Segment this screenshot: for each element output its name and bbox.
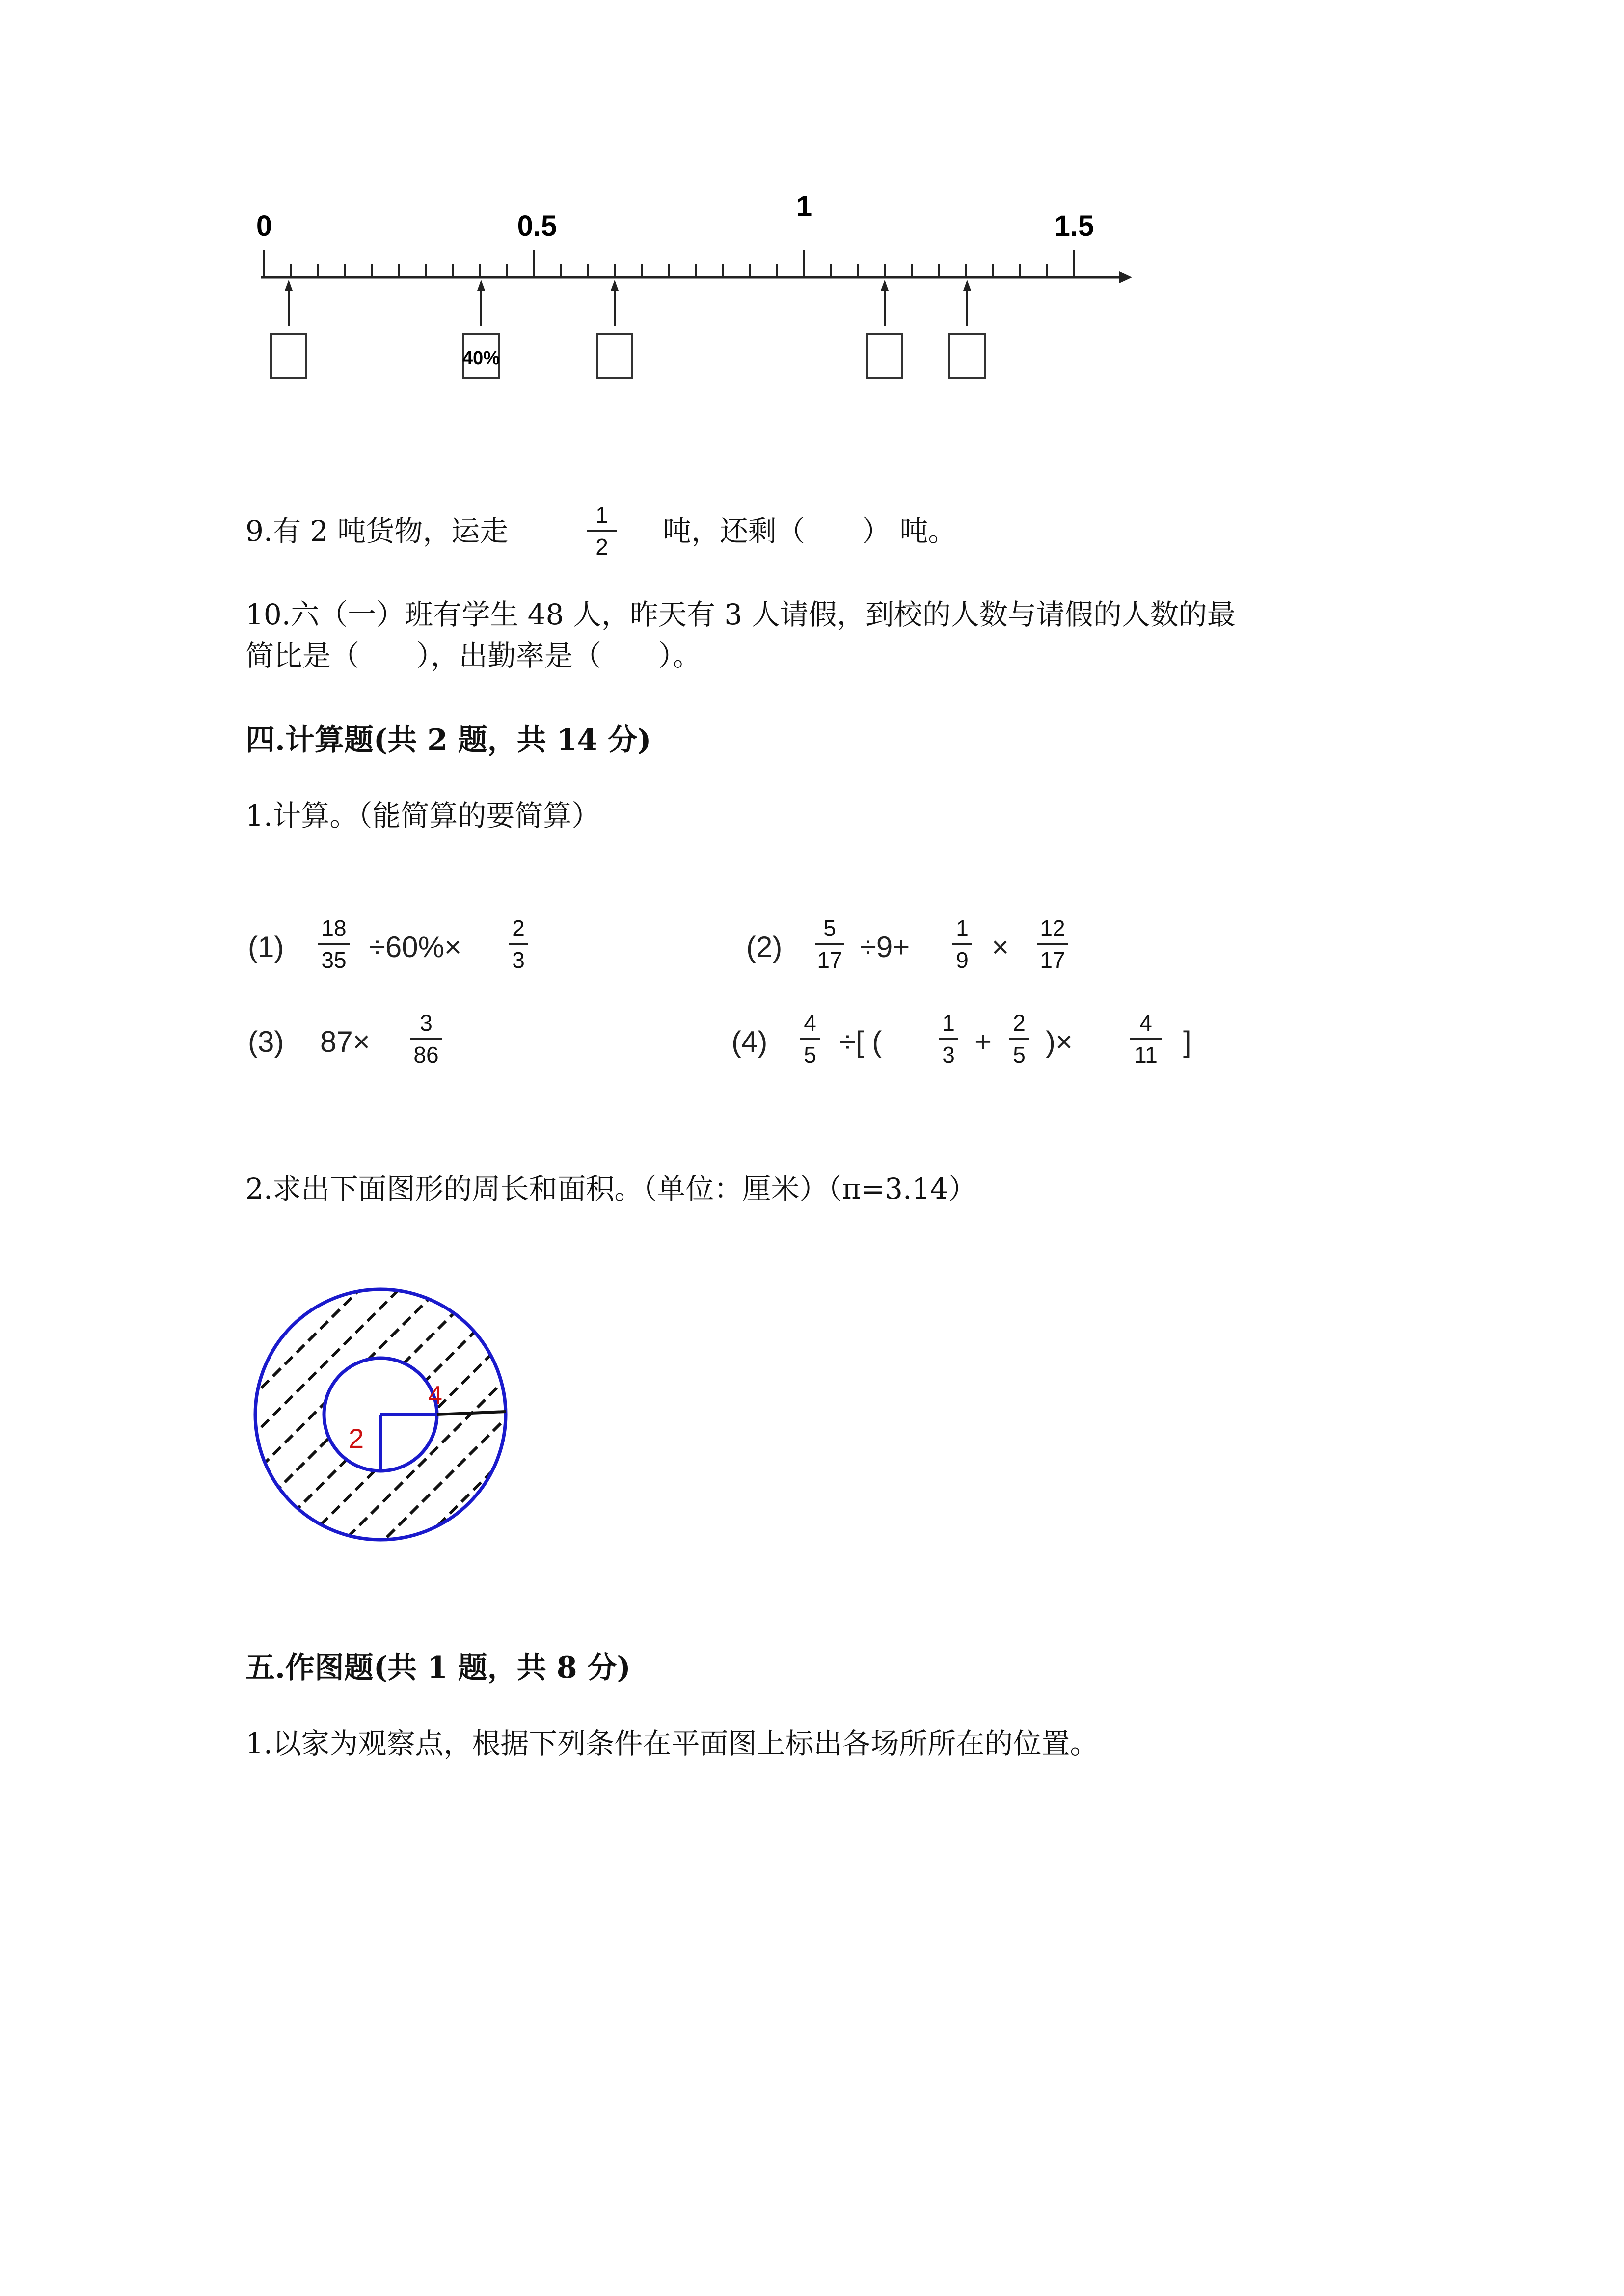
p1-frac1: [318, 914, 350, 974]
p3-frac1-den: 86: [413, 1042, 439, 1068]
p4-frac4-den: 11: [1134, 1042, 1158, 1068]
p4-op2: +: [974, 1025, 992, 1058]
p4-frac3-num: 2: [1013, 1010, 1026, 1036]
box-label-40-percent: 40%: [462, 348, 500, 369]
p3-frac1-num: 3: [420, 1010, 433, 1036]
p2-frac2-num: 1: [956, 915, 969, 941]
p3-op1: 87×: [320, 1025, 370, 1058]
p2-index: (2): [746, 931, 783, 963]
p4-frac4-num: 4: [1139, 1010, 1152, 1036]
p2-frac1-num: 5: [823, 915, 836, 941]
p4-frac1-den: 5: [804, 1042, 816, 1068]
q9-suffix: 吨，还剩（ ） 吨。: [663, 514, 957, 548]
answer-box-5[interactable]: [949, 334, 985, 378]
s5-q1-label: 1.以家为观察点，根据下列条件在平面图上标出各场所所在的位置。: [245, 1727, 1099, 1760]
p1-op1: ÷60%×: [369, 931, 462, 963]
p4-frac2: [939, 1009, 958, 1069]
p4-op1: ÷[ (: [839, 1025, 882, 1058]
p1-frac1-den: 35: [321, 947, 347, 973]
p1-frac2-num: 2: [512, 915, 525, 941]
q10-line2: 简比是（ ），出勤率是（ ）。: [245, 639, 702, 672]
p3-index: (3): [248, 1025, 284, 1058]
tick-label-1.5: 1.5: [1054, 210, 1094, 242]
section4-heading: 四.计算题(共 2 题，共 14 分): [245, 723, 651, 757]
tick-label-0.5: 0.5: [517, 210, 557, 242]
q10-line1: 10.六（一）班有学生 48 人，昨天有 3 人请假，到校的人数与请假的人数的最: [245, 598, 1236, 631]
q9-fraction: [587, 501, 617, 561]
p4-op3: )×: [1046, 1025, 1073, 1058]
p2-frac2: [952, 914, 972, 974]
s4-q2-label: 2.求出下面图形的周长和面积。（单位：厘米）（π=3.14）: [245, 1172, 977, 1205]
p1-index: (1): [248, 931, 284, 963]
p1-frac2: [509, 914, 528, 974]
p3-frac1: [410, 1009, 442, 1069]
p4-op4: ]: [1183, 1025, 1191, 1058]
p2-frac3-num: 12: [1040, 915, 1065, 941]
q9-frac-num: 1: [595, 502, 608, 528]
s4-q1-label: 1.计算。（能简算的要简算）: [245, 799, 600, 832]
ring-figure: [245, 1276, 520, 1561]
ring-hatching: [245, 1276, 520, 1561]
p1-frac2-den: 3: [512, 947, 525, 973]
p2-frac2-den: 9: [956, 947, 969, 973]
answer-box-3[interactable]: [597, 334, 632, 378]
inner-radius-label: 2: [349, 1423, 364, 1454]
answer-box-1[interactable]: [271, 334, 306, 378]
q9-frac-den: 2: [595, 534, 608, 560]
p2-frac3: [1037, 914, 1068, 974]
tick-label-0: 0: [256, 210, 272, 242]
p4-frac2-den: 3: [942, 1042, 955, 1068]
p4-frac1: [800, 1009, 820, 1069]
answer-box-4[interactable]: [867, 334, 902, 378]
p2-frac3-den: 17: [1040, 947, 1065, 973]
p4-frac3: [1009, 1009, 1029, 1069]
ring-width-segment: [437, 1412, 506, 1415]
p2-op1: ÷9+: [860, 931, 910, 963]
outer-width-label: 4: [428, 1381, 442, 1410]
p4-frac4: [1130, 1009, 1162, 1069]
p4-frac3-den: 5: [1013, 1042, 1026, 1068]
p2-frac1-den: 17: [817, 947, 842, 973]
p4-frac1-num: 4: [804, 1010, 816, 1036]
section5-heading: 五.作图题(共 1 题，共 8 分): [245, 1651, 631, 1685]
p2-frac1: [815, 914, 844, 974]
axis-arrowhead: [1119, 271, 1132, 283]
p4-index: (4): [731, 1025, 768, 1058]
p2-op2: ×: [992, 931, 1009, 963]
number-line-figure: [236, 187, 1168, 393]
tick-label-1: 1: [796, 190, 812, 222]
p4-frac2-num: 1: [942, 1010, 955, 1036]
q9-prefix: 9.有 2 吨货物，运走: [245, 514, 509, 548]
p1-frac1-num: 18: [321, 915, 347, 941]
